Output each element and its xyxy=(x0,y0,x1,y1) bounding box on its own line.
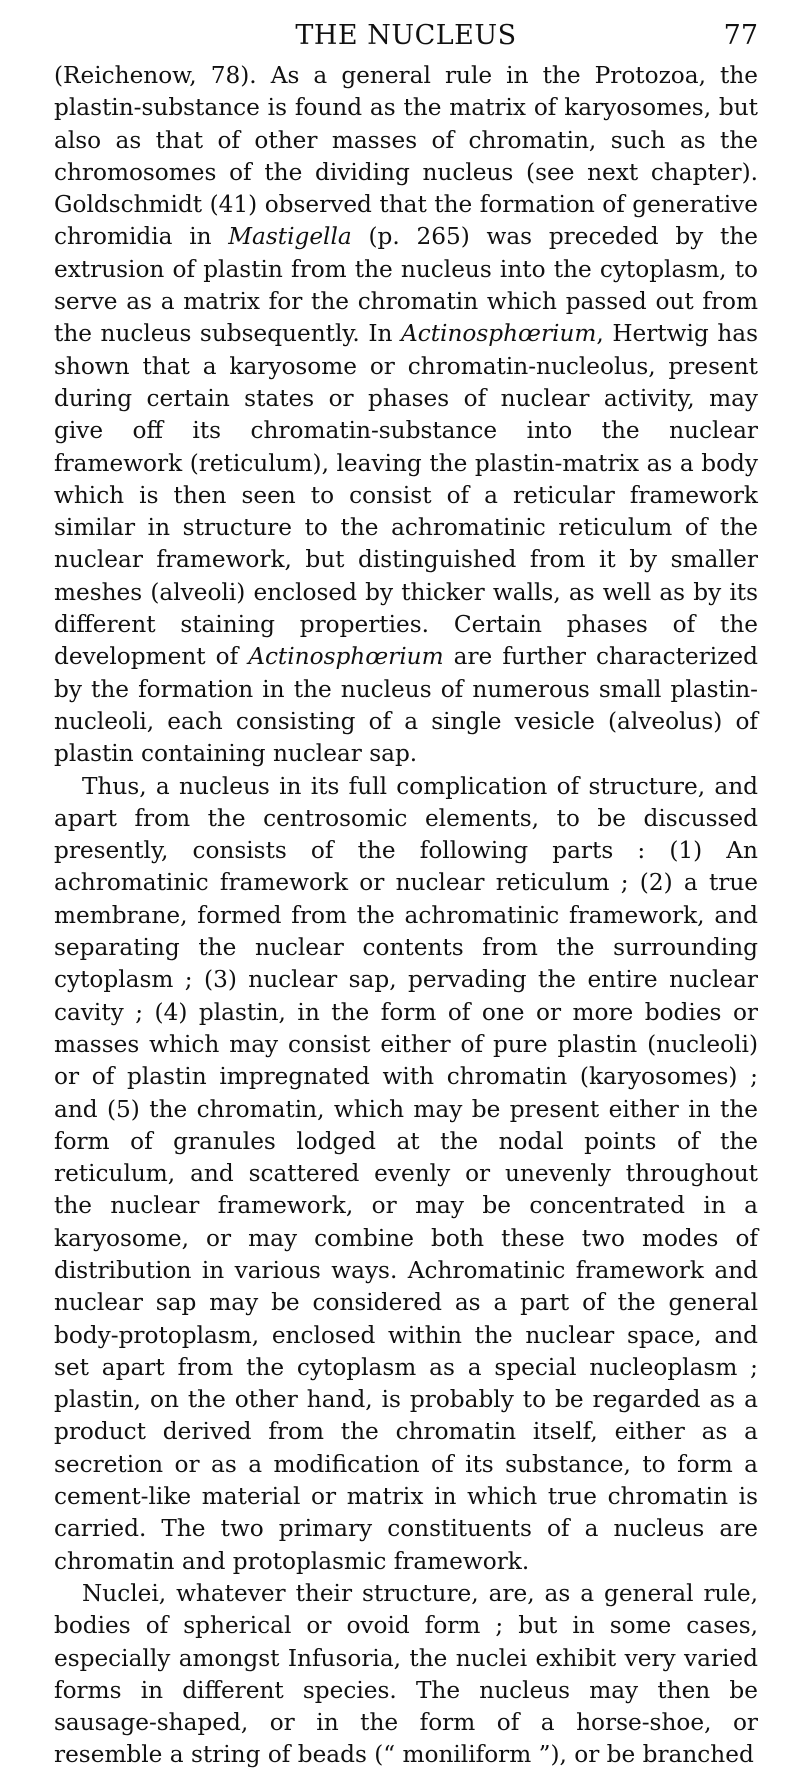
text-run: , Hertwig has shown that a karyosome or chromatin-nucleolus, present during certain states or phases of nuclear activity, may give off its chromatin-substance into the nuclear framework (reticulum), leaving the plastin-matrix as a body which is then seen to consist of a reticular framework similar in structure to the achromatinic reticulum of the nuclear framework, but distinguished from it by smaller meshes (alveoli) enclosed by thicker walls, as well as by its different staining properties. Certain phases of the development of xyxy=(54,320,758,671)
paragraph xyxy=(54,60,758,771)
running-head: THE NUCLEUS xyxy=(295,20,517,51)
italic-term: Actinosphœrium xyxy=(248,643,444,671)
paragraph xyxy=(54,771,758,1578)
paragraph xyxy=(54,1578,758,1772)
body-text xyxy=(54,60,758,1772)
text-run: (p. 265) was preceded by the extrusion of plastin from the nucleus into the cytoplasm, to serve as a matrix for the chromatin which passed out from the nucleus subsequently. In xyxy=(54,223,758,348)
page-header xyxy=(54,0,758,60)
text-run: (Reichenow, 78). As a general rule in the Protozoa, the plastin-substance is found as the matrix of karyosomes, but also as that of other masses of chromatin, such as the chromosomes of the dividing nucleus (see next chapter). Goldschmidt (41) observed that the formation of generative chromidia in xyxy=(54,62,758,251)
text-run: are further characterized by the formation in the nucleus of numerous small plastin-nucleoli, each consisting of a single vesicle (alveolus) of plastin containing nuclear sap. xyxy=(54,643,758,768)
italic-term: Mastigella xyxy=(228,223,352,251)
text-run: Thus, a nucleus in its full complication of structure, and apart from the centrosomic elements, to be discussed presently, consists of the following parts : (1) An achromatinic framework or nuclear reticulum ; (2) a true membrane, formed from the achromatinic framework, and separating the nuclear contents from the surrounding cytoplasm ; (3) nuclear sap, pervading the entire nuclear cavity ; (4) plastin, in the form of one or more bodies or masses which may consist either of pure plastin (nucleoli) or of plastin impregnated with chromatin (karyosomes) ; and (5) the chromatin, which may be present either in the form of granules lodged at the nodal points of the reticulum, and scattered evenly or unevenly throughout the nuclear framework, or may be concentrated in a karyosome, or may combine both these two modes of distribution in various ways. Achromatinic framework and nuclear sap may be considered as a part of the general body-protoplasm, enclosed within the nuclear space, and set apart from the cytoplasm as a special nucleoplasm ; plastin, on the other hand, is probably to be regarded as a product derived from the chromatin itself, either as a secretion or as a modification of its substance, to form a cement-like material or matrix in which true chromatin is carried. The two primary constituents of a nucleus are chromatin and protoplasmic framework. xyxy=(54,772,758,1575)
text-run: Nuclei, whatever their structure, are, as a general rule, bodies of spherical or ovoid form ; but in some cases, especially amongst Infusoria, the nuclei exhibit very varied forms in different species. The nucleus may then be sausage-shaped, or in the form of a horse-shoe, or resemble a string of beads (“ moniliform ”), or be branched xyxy=(54,1579,758,1769)
italic-term: Actinosphœrium xyxy=(401,320,597,348)
page-number: 77 xyxy=(723,20,758,51)
